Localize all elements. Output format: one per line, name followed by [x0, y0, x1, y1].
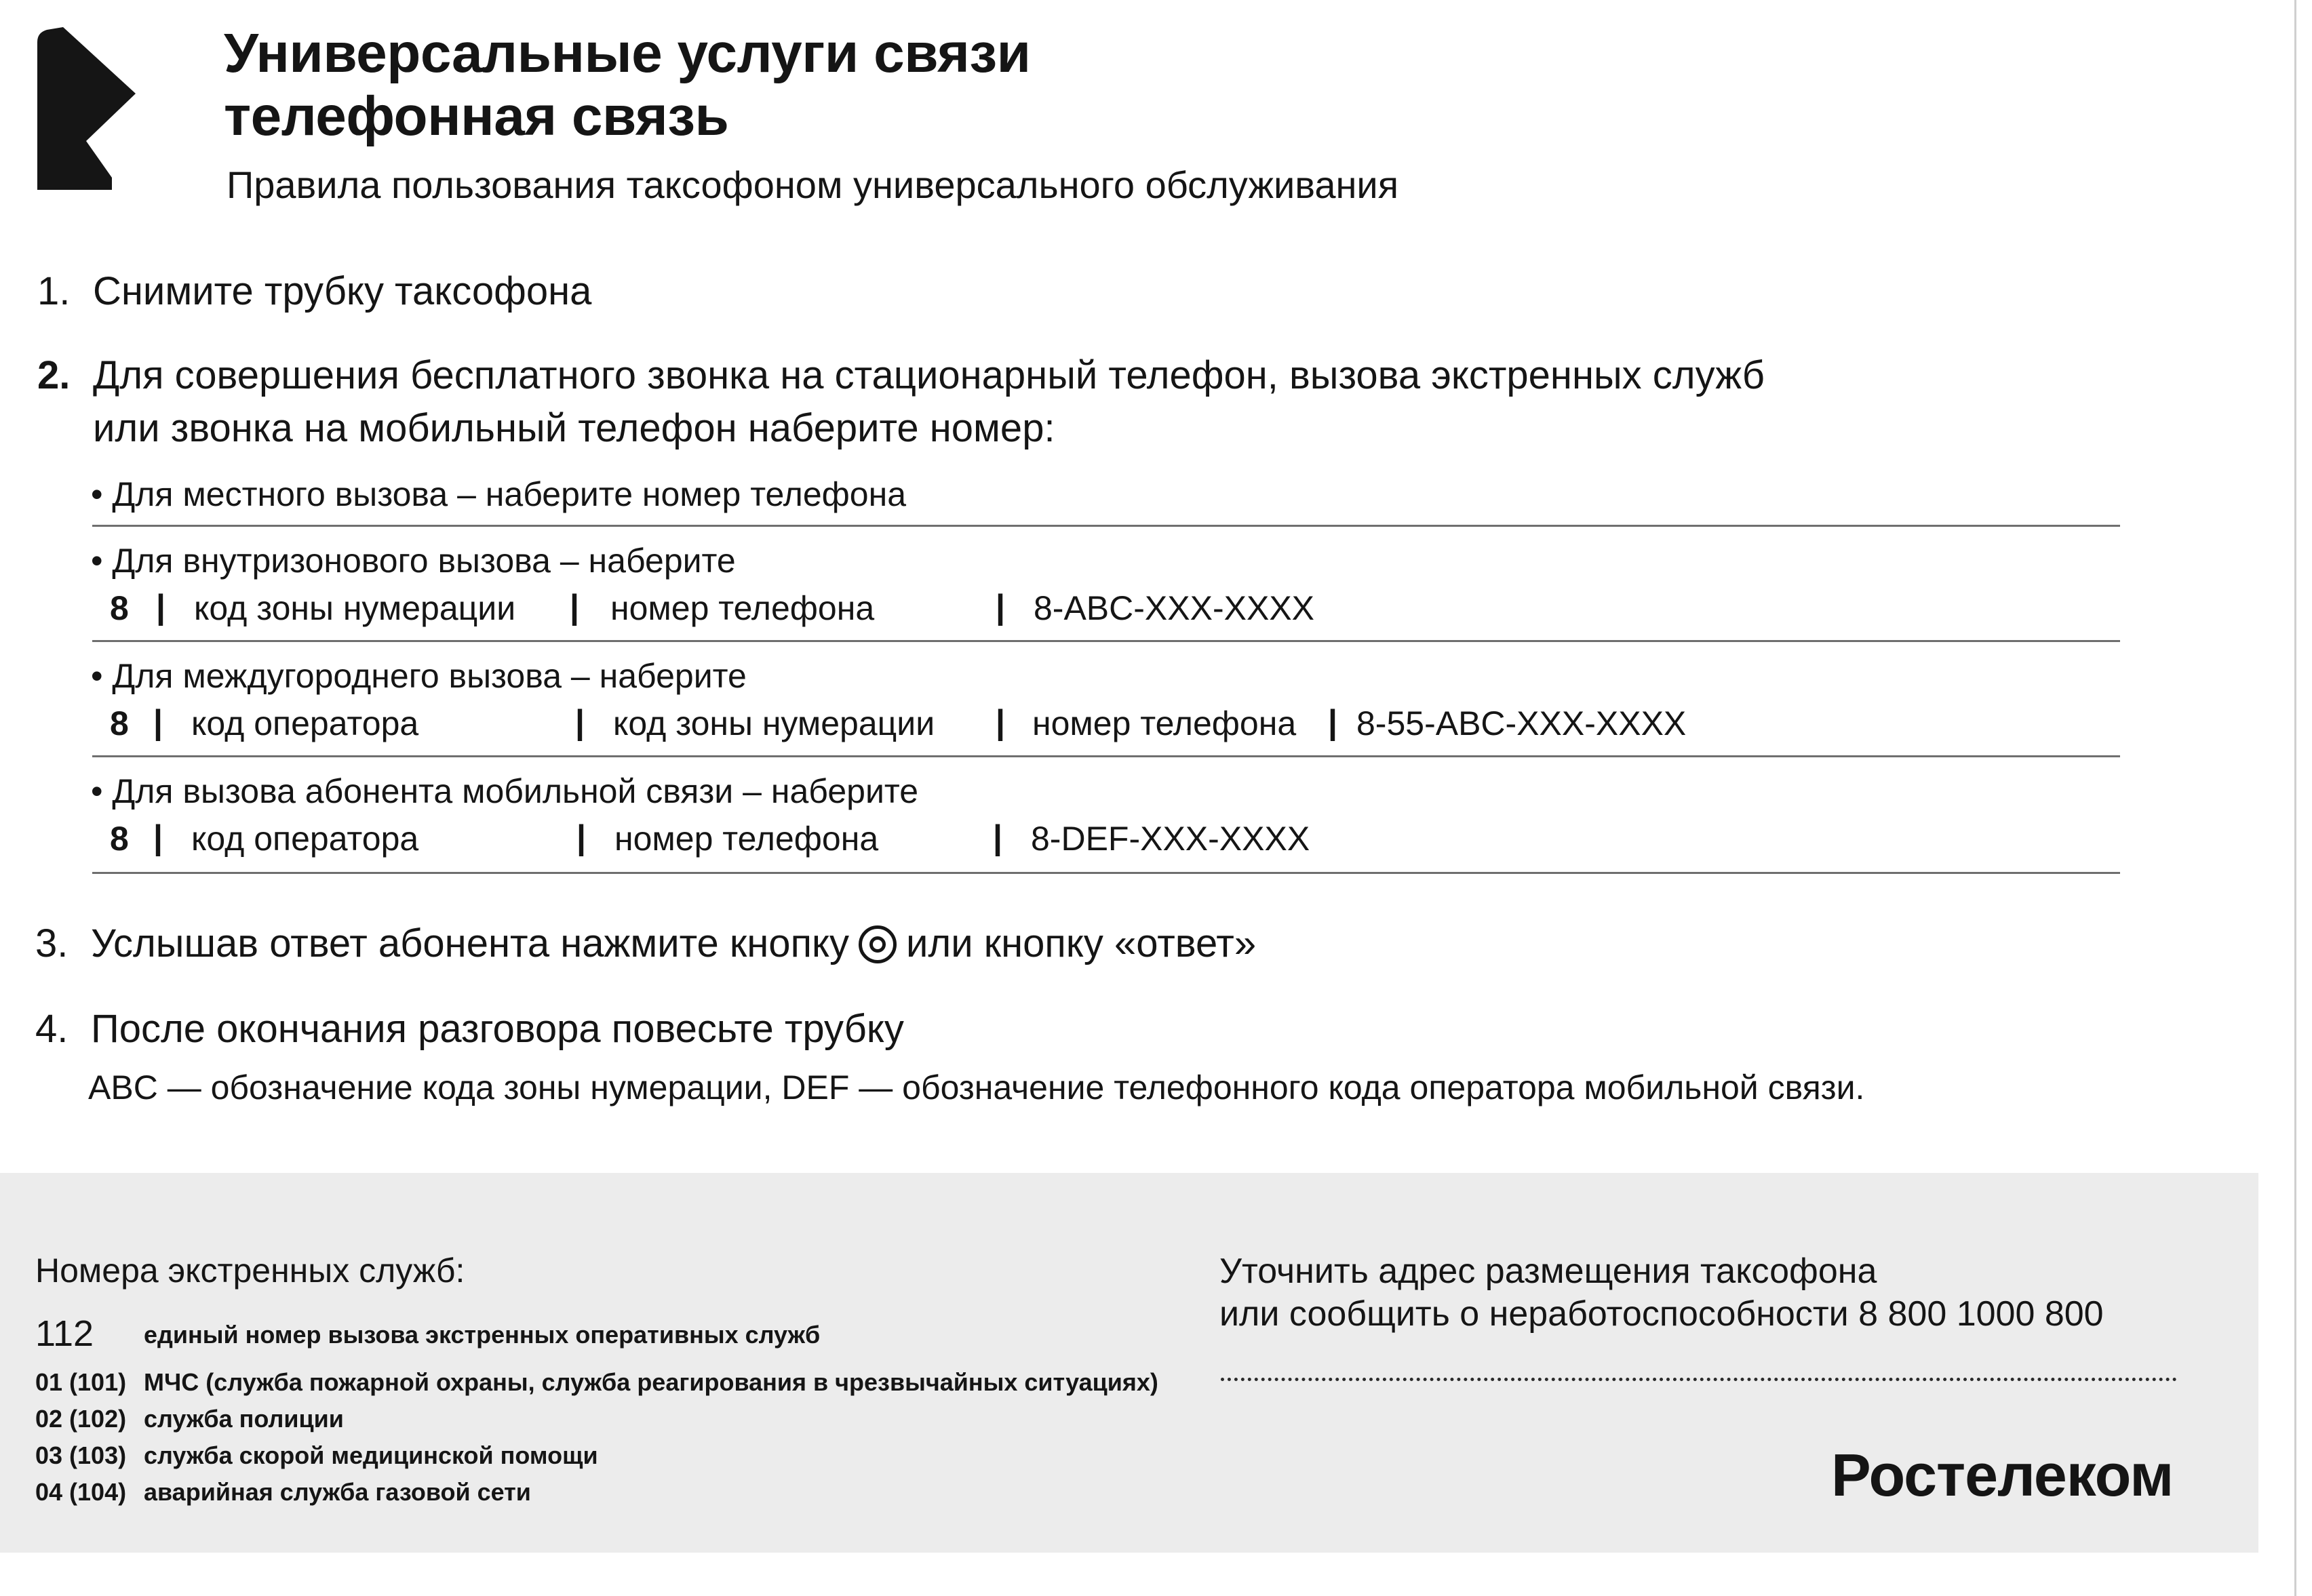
intrazone-prefix: 8 [110, 589, 129, 627]
intrazone-call-label: • Для внутризонового вызова – наберите [91, 542, 736, 580]
step-2-number: 2. [37, 353, 71, 397]
emergency-code: 04 (104) [35, 1478, 127, 1506]
mobile-call-label: • Для вызова абонента мобильной связи – наберите [91, 772, 919, 810]
step-4 [35, 1006, 1120, 1054]
step-3-number: 3. [35, 921, 68, 965]
separator: | [1328, 703, 1337, 741]
mobile-operator-code: код оператора [191, 820, 419, 858]
intrazone-zone-code: код зоны нумерации [194, 589, 516, 627]
emergency-description: служба полиции [144, 1405, 344, 1433]
mobile-prefix: 8 [110, 820, 129, 858]
title-line-2: телефонная связь [224, 85, 729, 147]
step-1 [37, 268, 987, 316]
separator: | [996, 703, 1005, 741]
step-3 [35, 921, 1527, 975]
intrazone-format: 8-ABC-XXX-XXXX [1034, 589, 1315, 627]
mobile-phone-number: номер телефона [614, 820, 879, 858]
separator: | [570, 588, 579, 626]
divider [92, 872, 2120, 874]
step-4-text: После окончания разговора повесьте трубку [91, 1007, 904, 1051]
step-1-number: 1. [37, 269, 71, 313]
separator: | [153, 818, 163, 856]
longdistance-operator-code: код оператора [191, 704, 419, 742]
emergency-description: МЧС (служба пожарной охраны, служба реагирования в чрезвычайных ситуациях) [144, 1368, 1158, 1396]
separator: | [996, 588, 1005, 626]
rostelecom-logo-icon [37, 27, 136, 190]
abbreviation-note: ABC — обозначение кода зоны нумерации, DEF — обозначение телефонного кода оператора мобильной связи. [88, 1069, 1865, 1106]
longdistance-prefix: 8 [110, 704, 129, 742]
separator: | [993, 818, 1002, 856]
page-edge [2294, 0, 2296, 1596]
longdistance-phone-number: номер телефона [1032, 704, 1297, 742]
separator: | [153, 703, 163, 741]
longdistance-call-label: • Для междугороднего вызова – наберите [91, 657, 747, 695]
step-2-text-line-1: Для совершения бесплатного звонка на стационарный телефон, вызова экстренных служб [93, 353, 1765, 397]
step-3-text-after: или кнопку «ответ» [906, 921, 1257, 965]
step-2-text-line-2: или звонка на мобильный телефон наберите номер: [93, 406, 1055, 450]
divider [92, 755, 2120, 757]
longdistance-zone-code: код зоны нумерации [613, 704, 935, 742]
title-line-1: Универсальные услуги связи [224, 22, 1031, 84]
emergency-description: аварийная служба газовой сети [144, 1478, 531, 1506]
separator: | [156, 588, 165, 626]
intrazone-phone-number: номер телефона [610, 589, 875, 627]
emergency-code: 01 (101) [35, 1368, 127, 1396]
emergency-code: 02 (102) [35, 1405, 127, 1433]
emergency-description: служба скорой медицинской помощи [144, 1441, 598, 1469]
separator: | [575, 703, 585, 741]
step-1-text: Снимите трубку таксофона [93, 269, 592, 313]
brand-wordmark: Ростелеком [1831, 1441, 2174, 1509]
longdistance-format: 8-55-ABC-XXX-XXXX [1356, 704, 1687, 742]
emergency-code: 112 [35, 1313, 94, 1354]
contact-line-2: или сообщить о неработоспособности 8 800 1000 800 [1219, 1294, 2104, 1334]
emergency-code: 03 (103) [35, 1441, 127, 1469]
step-3-text-before: Услышав ответ абонента нажмите кнопку [91, 921, 850, 965]
divider [92, 525, 2120, 527]
step-4-number: 4. [35, 1007, 68, 1051]
mobile-format: 8-DEF-XXX-XXXX [1031, 820, 1310, 858]
subtitle: Правила пользования таксофоном универсального обслуживания [227, 163, 1399, 206]
answer-button-icon [859, 925, 897, 963]
emergency-description: единый номер вызова экстренных оперативных служб [144, 1321, 821, 1349]
contact-line-1: Уточнить адрес размещения таксофона [1219, 1252, 1877, 1291]
local-call-label: • Для местного вызова – наберите номер телефона [91, 475, 907, 513]
divider [92, 640, 2120, 642]
emergency-heading: Номера экстренных служб: [35, 1252, 465, 1290]
step-2 [37, 353, 2072, 454]
separator: | [576, 818, 586, 856]
dotted-divider [1221, 1378, 2177, 1381]
